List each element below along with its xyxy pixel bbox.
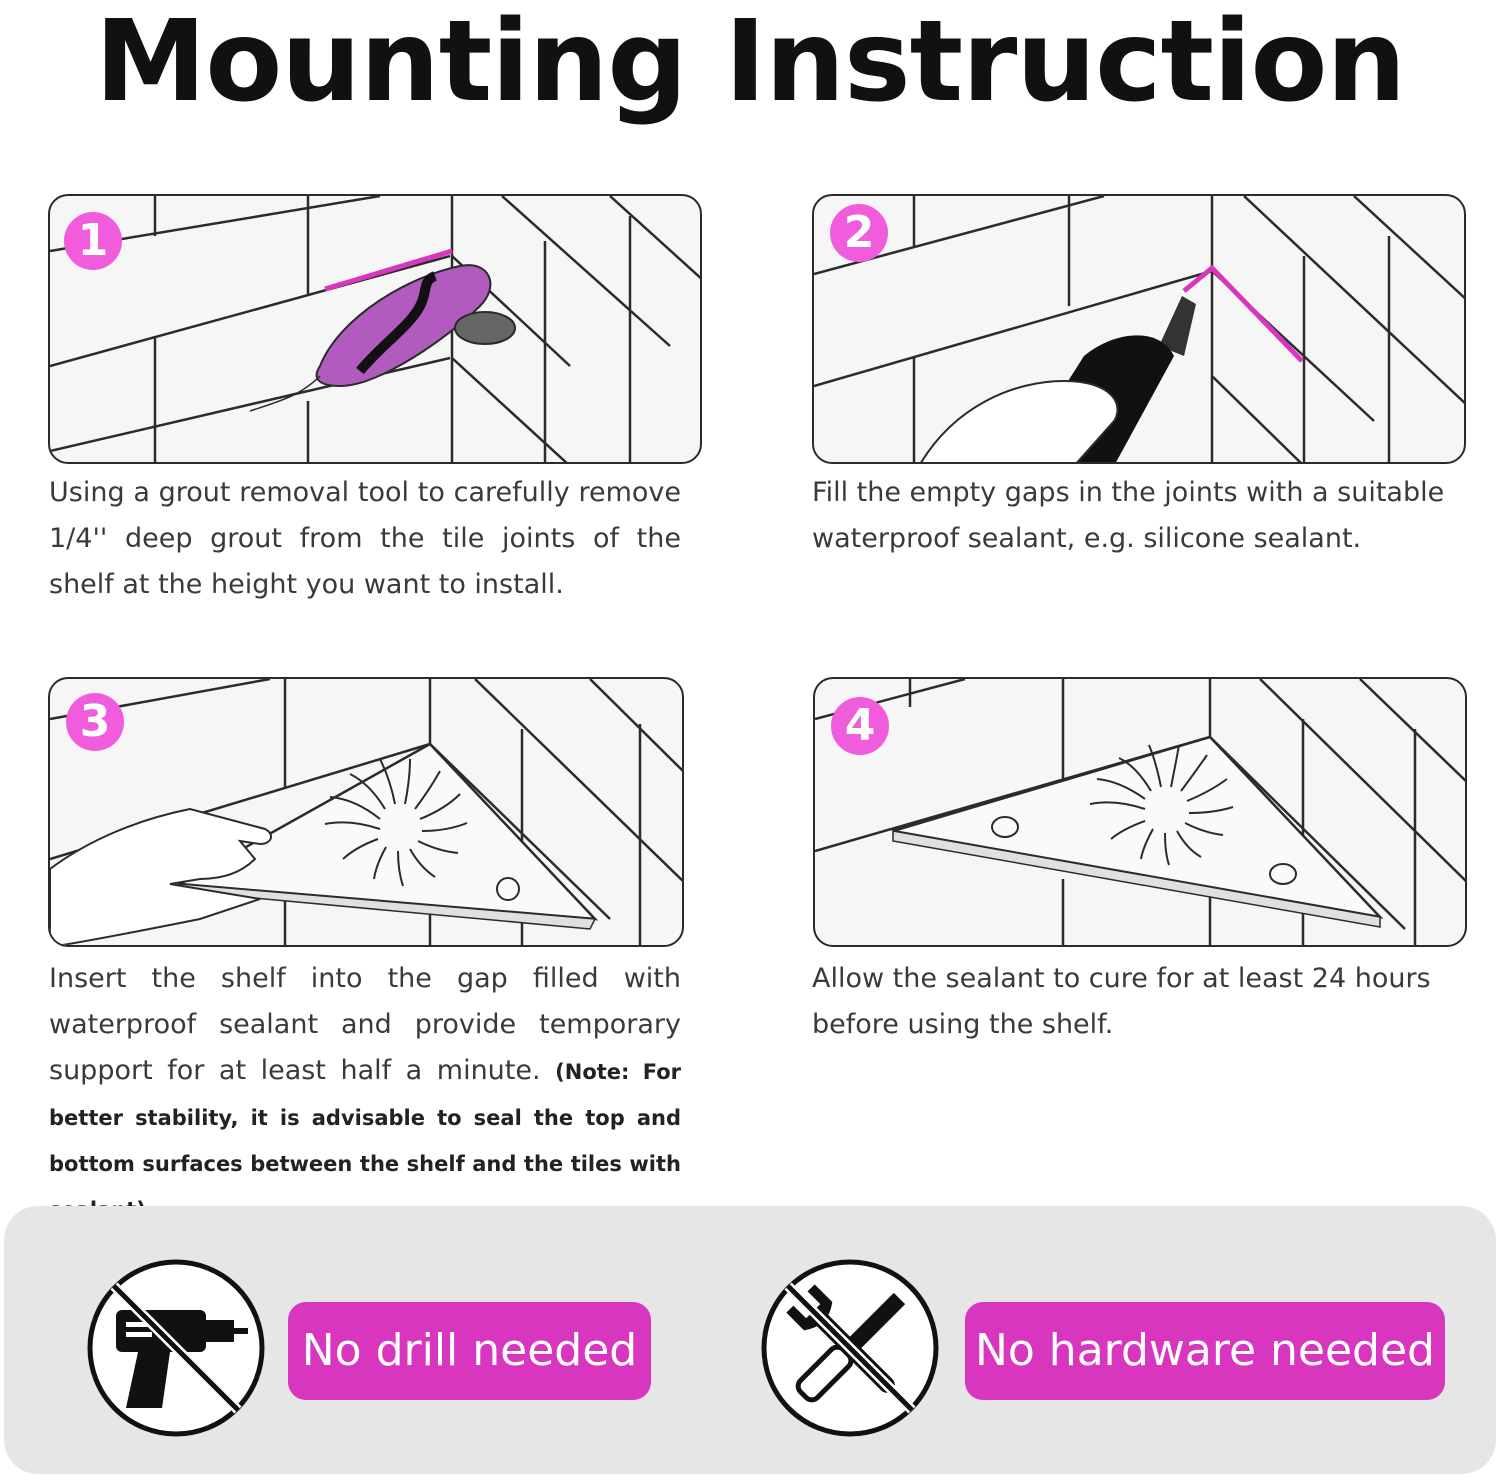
step-4-badge: 4 bbox=[831, 697, 889, 755]
no-tools-icon bbox=[760, 1258, 940, 1438]
oscillating-tool-icon bbox=[250, 265, 515, 411]
step-4-text: Allow the sealant to cure for at least 24 hours before using the shelf. bbox=[812, 963, 1431, 1040]
step-1-illustration bbox=[48, 194, 702, 464]
page-title: Mounting Instruction bbox=[94, 0, 1406, 127]
step-4-illustration bbox=[813, 677, 1467, 947]
step-3-text-block bbox=[49, 956, 681, 1232]
step-3-illustration bbox=[48, 677, 684, 947]
step-1-text: Using a grout removal tool to carefully remove 1/4'' deep grout from the tile joints of the shelf at the height you want to install. bbox=[49, 477, 681, 600]
step-1-badge: 1 bbox=[64, 212, 122, 270]
features-footer bbox=[4, 1206, 1496, 1474]
step-3-note: (Note: For better stability, it is advisable to seal the top and bottom surfaces between the shelf and the tiles with bbox=[49, 1060, 681, 1176]
no-drill-icon bbox=[86, 1258, 266, 1438]
step-2-text: Fill the empty gaps in the joints with a suitable waterproof sealant, e.g. silicone sealant. bbox=[812, 477, 1445, 554]
step-3-badge: 3 bbox=[66, 693, 124, 751]
caulk-gun-icon bbox=[919, 296, 1196, 464]
step-3-main: Insert the shelf into the gap filled with waterproof sealant and provide temporary support for at least half a minute. bbox=[49, 963, 681, 1086]
step-2-badge: 2 bbox=[830, 204, 888, 262]
step-2-illustration bbox=[812, 194, 1466, 464]
no-hardware-pill: No hardware needed bbox=[965, 1302, 1445, 1400]
step-3-text bbox=[49, 956, 681, 1232]
no-drill-pill: No drill needed bbox=[288, 1302, 651, 1400]
